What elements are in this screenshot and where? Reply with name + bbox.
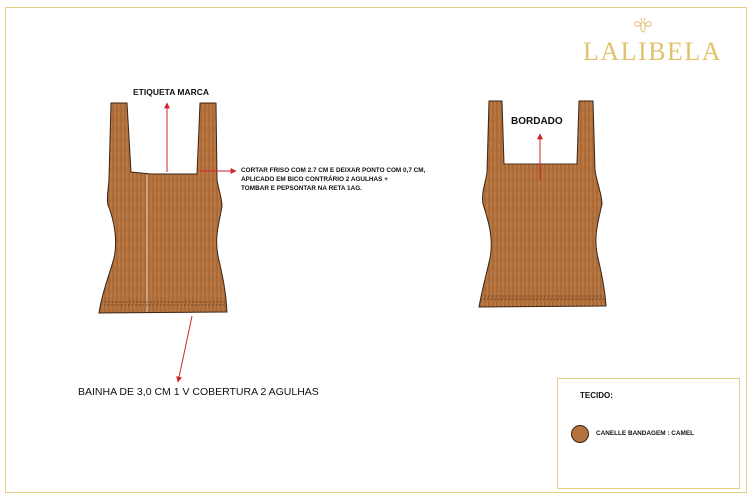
label-etiqueta-marca: ETIQUETA MARCA <box>133 87 210 97</box>
cortar-line: APLICADO EM BICO CONTRÁRIO 2 AGULHAS + <box>241 176 388 183</box>
back-view-garment <box>479 101 606 307</box>
legend-title: TECIDO: <box>580 391 613 400</box>
cortar-line: CORTAR FRISO COM 2.7 CM E DEIXAR PONTO COM 0,7 CM, <box>241 167 426 174</box>
label-bainha: BAINHA DE 3,0 CM 1 V COBERTURA 2 AGULHAS <box>78 386 319 398</box>
cortar-line: TOMBAR E PEPSONTAR NA RETA 1AG. <box>241 185 362 192</box>
label-bordado: BORDADO <box>511 116 563 127</box>
front-view-garment <box>99 103 227 313</box>
bainha-arrow <box>178 316 192 382</box>
fabric-swatch <box>571 425 589 443</box>
front-body <box>99 103 227 313</box>
fabric-name: CANELLE BANDAGEM : CAMEL <box>596 430 694 437</box>
brand-logo: LALIBELA <box>583 37 723 66</box>
label-cortar-instructions <box>241 166 425 193</box>
back-body <box>479 101 606 307</box>
